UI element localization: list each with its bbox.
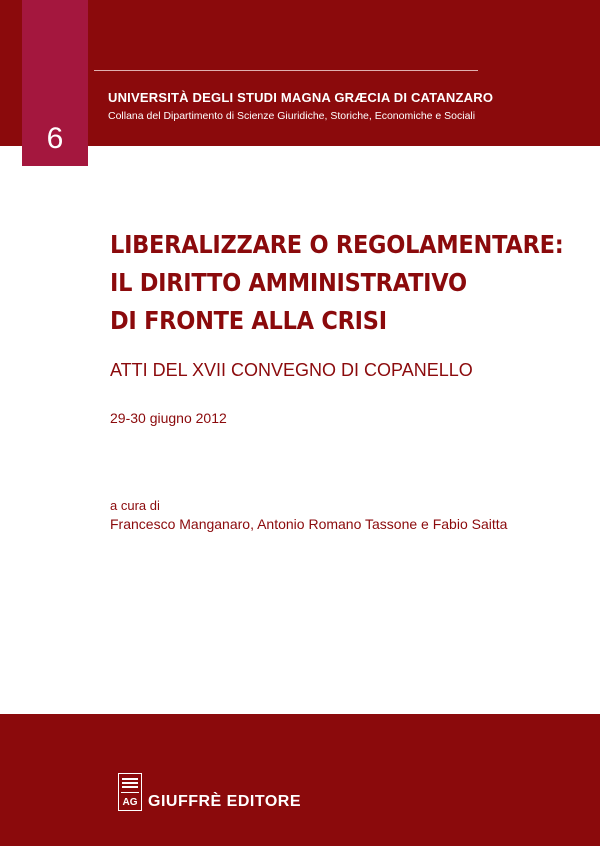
book-subtitle: ATTI DEL XVII CONVEGNO DI COPANELLO: [110, 360, 473, 380]
logo-emblem: [121, 776, 139, 793]
book-title: [110, 226, 563, 340]
title-line: LIBERALIZZARE O REGOLAMENTARE:: [110, 230, 564, 259]
header-band: [0, 0, 600, 146]
logo-letters: AG: [122, 797, 138, 808]
editors-list: Francesco Manganaro, Antonio Romano Tassone e Fabio Saitta: [110, 516, 508, 532]
title-line: DI FRONTE ALLA CRISI: [110, 306, 387, 335]
publisher-logo-icon: [118, 773, 142, 811]
publisher-name: GIUFFRÈ EDITORE: [148, 793, 301, 810]
university-name: UNIVERSITÀ DEGLI STUDI MAGNA GRÆCIA DI CATANZARO: [108, 90, 494, 105]
series-description: Collana del Dipartimento di Scienze Giuridiche, Storiche, Economiche e Sociali: [108, 110, 476, 122]
series-number-block: [22, 0, 88, 166]
conference-dates: 29-30 giugno 2012: [110, 410, 227, 426]
series-number: 6: [46, 122, 64, 155]
footer-band: [0, 714, 600, 846]
curatela-label: a cura di: [110, 498, 160, 513]
title-line: IL DIRITTO AMMINISTRATIVO: [110, 268, 467, 297]
header-divider: [94, 70, 478, 71]
